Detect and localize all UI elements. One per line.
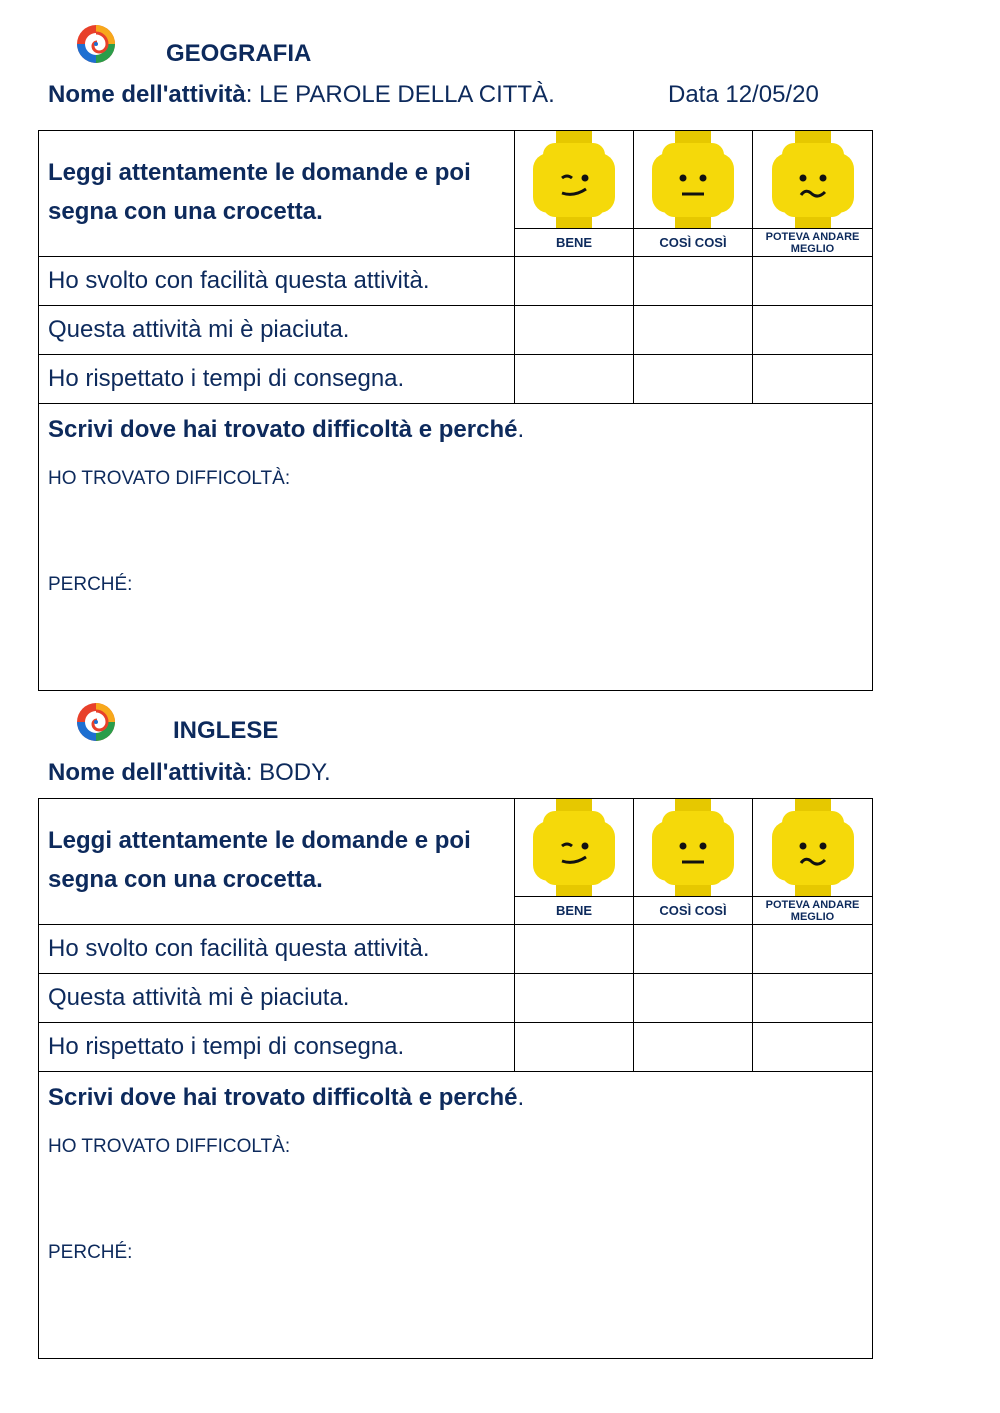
checkbox-cell-poteva-andare-meglio[interactable] (753, 355, 873, 404)
checkbox-cell-poteva-andare-meglio[interactable] (753, 257, 873, 306)
reason-label: PERCHÉ: (48, 1242, 133, 1263)
difficulty-title (48, 416, 524, 444)
question-text: Ho rispettato i tempi di consegna. (39, 1023, 515, 1072)
question-text: Ho rispettato i tempi di consegna. (39, 355, 515, 404)
difficulty-title-dot: . (517, 1084, 525, 1111)
table-row (39, 974, 873, 1023)
activity-value: : LE PAROLE DELLA CITTÀ. (245, 81, 555, 108)
activity-date: Data 12/05/20 (668, 81, 819, 108)
checkbox-cell-cosi-cosi[interactable] (634, 306, 753, 355)
activity-value: : BODY. (245, 759, 331, 786)
subject-title: GEOGRAFIA (166, 40, 312, 67)
worried-face-icon (768, 131, 858, 228)
difficulty-title-text: Scrivi dove hai trovato difficoltà e perché (48, 416, 518, 443)
table-row (39, 925, 873, 974)
neutral-face-icon (648, 799, 738, 896)
question-text: Ho svolto con facilità questa attività. (39, 257, 515, 306)
checkbox-cell-bene[interactable] (515, 974, 634, 1023)
rating-label-poteva-andare-meglio: POTEVA ANDARE MEGLIO (753, 229, 873, 257)
checkbox-cell-poteva-andare-meglio[interactable] (753, 306, 873, 355)
neutral-face-icon (648, 131, 738, 228)
checkbox-cell-bene[interactable] (515, 257, 634, 306)
difficulty-title-dot: . (517, 416, 525, 443)
wink-face-icon (529, 131, 619, 228)
checkbox-cell-poteva-andare-meglio[interactable] (753, 925, 873, 974)
subject-title: INGLESE (173, 717, 279, 744)
checkbox-cell-bene[interactable] (515, 925, 634, 974)
rating-label-cosi-cosi: COSÌ COSÌ (634, 897, 753, 925)
face-poteva-andare-meglio (753, 131, 873, 229)
difficulty-notes-area[interactable] (39, 404, 873, 691)
question-text: Questa attività mi è piaciuta. (39, 974, 515, 1023)
wink-face-icon (529, 799, 619, 896)
checkbox-cell-bene[interactable] (515, 306, 634, 355)
spiral-logo-icon (76, 702, 116, 742)
difficulty-notes-area[interactable] (39, 1072, 873, 1359)
checkbox-cell-cosi-cosi[interactable] (634, 1023, 753, 1072)
face-bene (515, 131, 634, 229)
checkbox-cell-cosi-cosi[interactable] (634, 257, 753, 306)
activity-label: Nome dell'attività (48, 81, 246, 108)
checkbox-cell-poteva-andare-meglio[interactable] (753, 1023, 873, 1072)
self-assessment-table (38, 130, 873, 691)
rating-label-bene: BENE (515, 897, 634, 925)
table-row (39, 355, 873, 404)
difficulty-title-text: Scrivi dove hai trovato difficoltà e perché (48, 1084, 518, 1111)
self-assessment-table (38, 798, 873, 1359)
reason-label: PERCHÉ: (48, 574, 133, 595)
activity-name (48, 759, 331, 787)
instruction-text: Leggi attentamente le domande e poi segna con una crocetta. (39, 799, 515, 925)
rating-label-cosi-cosi: COSÌ COSÌ (634, 229, 753, 257)
checkbox-cell-bene[interactable] (515, 1023, 634, 1072)
difficulty-title (48, 1084, 524, 1112)
difficulty-label: HO TROVATO DIFFICOLTÀ: (48, 1136, 291, 1157)
face-cosi-cosi (634, 799, 753, 897)
face-cosi-cosi (634, 131, 753, 229)
table-row (39, 306, 873, 355)
activity-name (48, 81, 555, 109)
checkbox-cell-cosi-cosi[interactable] (634, 355, 753, 404)
face-bene (515, 799, 634, 897)
activity-label: Nome dell'attività (48, 759, 246, 786)
instruction-text: Leggi attentamente le domande e poi segna con una crocetta. (39, 131, 515, 257)
table-row (39, 257, 873, 306)
rating-label-poteva-andare-meglio: POTEVA ANDARE MEGLIO (753, 897, 873, 925)
table-row (39, 1023, 873, 1072)
question-text: Questa attività mi è piaciuta. (39, 306, 515, 355)
checkbox-cell-cosi-cosi[interactable] (634, 974, 753, 1023)
difficulty-label: HO TROVATO DIFFICOLTÀ: (48, 468, 291, 489)
rating-label-bene: BENE (515, 229, 634, 257)
checkbox-cell-bene[interactable] (515, 355, 634, 404)
checkbox-cell-poteva-andare-meglio[interactable] (753, 974, 873, 1023)
checkbox-cell-cosi-cosi[interactable] (634, 925, 753, 974)
face-poteva-andare-meglio (753, 799, 873, 897)
spiral-logo-icon (76, 24, 116, 64)
worried-face-icon (768, 799, 858, 896)
question-text: Ho svolto con facilità questa attività. (39, 925, 515, 974)
